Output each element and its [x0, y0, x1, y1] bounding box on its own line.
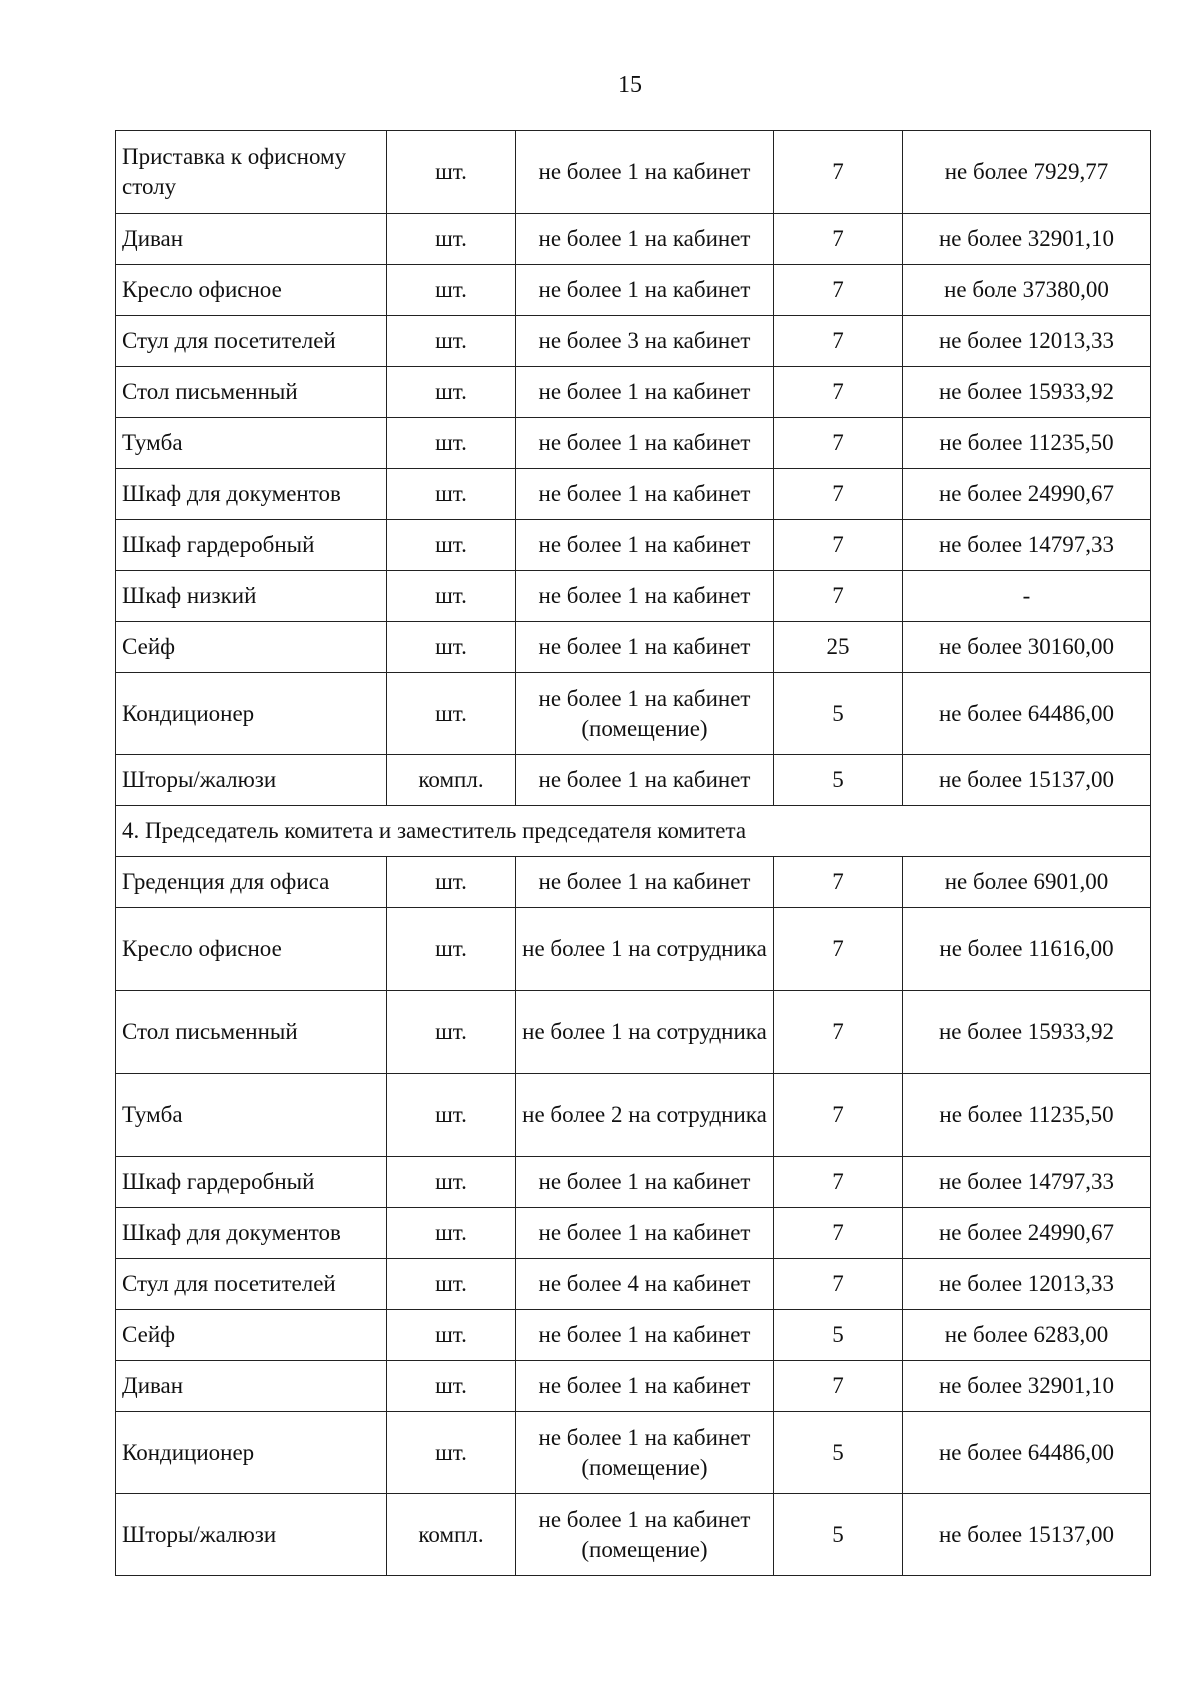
item-name-cell: Шкаф для документов [116, 1208, 387, 1259]
quantity-norm-cell: не более 1 на кабинет [516, 469, 774, 520]
table-row [116, 1157, 1151, 1208]
service-life-cell: 7 [774, 265, 903, 316]
item-name-cell: Стол письменный [116, 991, 387, 1074]
table-row [116, 1074, 1151, 1157]
service-life-cell: 5 [774, 673, 903, 755]
service-life-cell: 7 [774, 908, 903, 991]
table-row [116, 1412, 1151, 1494]
unit-cell: шт. [387, 1412, 516, 1494]
quantity-norm-cell: не более 1 на кабинет [516, 622, 774, 673]
quantity-norm-cell: не более 2 на сотрудника [516, 1074, 774, 1157]
item-name-cell: Кондиционер [116, 1412, 387, 1494]
unit-cell: шт. [387, 131, 516, 214]
item-name-cell: Стул для посетителей [116, 1259, 387, 1310]
price-limit-cell: не более 15137,00 [903, 755, 1151, 806]
quantity-norm-cell: не более 3 на кабинет [516, 316, 774, 367]
quantity-norm-cell: не более 1 на кабинет [516, 755, 774, 806]
quantity-norm-cell: не более 1 на кабинет [516, 418, 774, 469]
service-life-cell: 5 [774, 1310, 903, 1361]
service-life-cell: 7 [774, 520, 903, 571]
service-life-cell: 7 [774, 1208, 903, 1259]
item-name-cell: Сейф [116, 1310, 387, 1361]
unit-cell: шт. [387, 571, 516, 622]
table-row [116, 1208, 1151, 1259]
price-limit-cell: не более 11616,00 [903, 908, 1151, 991]
item-name-cell: Греденция для офиса [116, 857, 387, 908]
unit-cell: шт. [387, 857, 516, 908]
unit-cell: шт. [387, 908, 516, 991]
table-row [116, 367, 1151, 418]
service-life-cell: 7 [774, 1361, 903, 1412]
quantity-norm-cell: не более 1 на кабинет (помещение) [516, 673, 774, 755]
quantity-norm-cell: не более 1 на кабинет [516, 1310, 774, 1361]
price-limit-cell: не более 30160,00 [903, 622, 1151, 673]
price-limit-cell: не более 32901,10 [903, 214, 1151, 265]
price-limit-cell: не более 6901,00 [903, 857, 1151, 908]
page-number: 15 [618, 72, 642, 98]
price-limit-cell: не более 11235,50 [903, 1074, 1151, 1157]
item-name-cell: Диван [116, 214, 387, 265]
service-life-cell: 5 [774, 1412, 903, 1494]
quantity-norm-cell: не более 1 на кабинет [516, 367, 774, 418]
service-life-cell: 7 [774, 316, 903, 367]
price-limit-cell: не более 12013,33 [903, 316, 1151, 367]
table-row [116, 265, 1151, 316]
service-life-cell: 7 [774, 1157, 903, 1208]
unit-cell: шт. [387, 1361, 516, 1412]
unit-cell: шт. [387, 418, 516, 469]
item-name-cell: Сейф [116, 622, 387, 673]
quantity-norm-cell: не более 1 на кабинет [516, 1208, 774, 1259]
section-title: 4. Председатель комитета и заместитель председателя комитета [116, 806, 1151, 857]
unit-cell: компл. [387, 1494, 516, 1576]
table-row [116, 316, 1151, 367]
unit-cell: шт. [387, 316, 516, 367]
unit-cell: шт. [387, 1157, 516, 1208]
table-row [116, 1361, 1151, 1412]
quantity-norm-cell: не более 1 на кабинет [516, 131, 774, 214]
section-header-row [116, 806, 1151, 857]
item-name-cell: Тумба [116, 418, 387, 469]
unit-cell: шт. [387, 367, 516, 418]
price-limit-cell: не более 24990,67 [903, 1208, 1151, 1259]
price-limit-cell: не более 14797,33 [903, 520, 1151, 571]
service-life-cell: 7 [774, 418, 903, 469]
unit-cell: шт. [387, 214, 516, 265]
price-limit-cell: не боле 37380,00 [903, 265, 1151, 316]
item-name-cell: Диван [116, 1361, 387, 1412]
price-limit-cell: не более 15933,92 [903, 367, 1151, 418]
table-row [116, 908, 1151, 991]
service-life-cell: 7 [774, 131, 903, 214]
item-name-cell: Кресло офисное [116, 908, 387, 991]
service-life-cell: 25 [774, 622, 903, 673]
unit-cell: шт. [387, 265, 516, 316]
item-name-cell: Шторы/жалюзи [116, 755, 387, 806]
item-name-cell: Стул для посетителей [116, 316, 387, 367]
quantity-norm-cell: не более 4 на кабинет [516, 1259, 774, 1310]
unit-cell: шт. [387, 1259, 516, 1310]
table-row [116, 571, 1151, 622]
quantity-norm-cell: не более 1 на кабинет [516, 1361, 774, 1412]
price-limit-cell: не более 7929,77 [903, 131, 1151, 214]
table-row [116, 1259, 1151, 1310]
item-name-cell: Шторы/жалюзи [116, 1494, 387, 1576]
price-limit-cell: не более 15137,00 [903, 1494, 1151, 1576]
price-limit-cell: не более 12013,33 [903, 1259, 1151, 1310]
service-life-cell: 7 [774, 857, 903, 908]
table-row [116, 1310, 1151, 1361]
service-life-cell: 7 [774, 469, 903, 520]
unit-cell: компл. [387, 755, 516, 806]
price-limit-cell: не более 64486,00 [903, 1412, 1151, 1494]
unit-cell: шт. [387, 469, 516, 520]
service-life-cell: 7 [774, 214, 903, 265]
item-name-cell: Тумба [116, 1074, 387, 1157]
table-row [116, 991, 1151, 1074]
service-life-cell: 7 [774, 991, 903, 1074]
quantity-norm-cell: не более 1 на сотрудника [516, 991, 774, 1074]
unit-cell: шт. [387, 991, 516, 1074]
table-row [116, 673, 1151, 755]
quantity-norm-cell: не более 1 на кабинет (помещение) [516, 1494, 774, 1576]
price-limit-cell: не более 14797,33 [903, 1157, 1151, 1208]
quantity-norm-cell: не более 1 на кабинет (помещение) [516, 1412, 774, 1494]
table-body [116, 131, 1151, 1576]
service-life-cell: 7 [774, 1074, 903, 1157]
item-name-cell: Шкаф низкий [116, 571, 387, 622]
service-life-cell: 5 [774, 755, 903, 806]
service-life-cell: 7 [774, 1259, 903, 1310]
table-row [116, 1494, 1151, 1576]
service-life-cell: 7 [774, 367, 903, 418]
price-limit-cell: не более 11235,50 [903, 418, 1151, 469]
price-limit-cell: не более 15933,92 [903, 991, 1151, 1074]
price-limit-cell: не более 24990,67 [903, 469, 1151, 520]
table-row [116, 520, 1151, 571]
quantity-norm-cell: не более 1 на кабинет [516, 1157, 774, 1208]
unit-cell: шт. [387, 1208, 516, 1259]
item-name-cell: Кондиционер [116, 673, 387, 755]
price-limit-cell: - [903, 571, 1151, 622]
item-name-cell: Стол письменный [116, 367, 387, 418]
quantity-norm-cell: не более 1 на кабинет [516, 265, 774, 316]
service-life-cell: 7 [774, 571, 903, 622]
item-name-cell: Приставка к офисному столу [116, 131, 387, 214]
unit-cell: шт. [387, 1310, 516, 1361]
item-name-cell: Кресло офисное [116, 265, 387, 316]
table-row [116, 622, 1151, 673]
quantity-norm-cell: не более 1 на кабинет [516, 571, 774, 622]
price-limit-cell: не более 32901,10 [903, 1361, 1151, 1412]
unit-cell: шт. [387, 622, 516, 673]
unit-cell: шт. [387, 1074, 516, 1157]
table-row [116, 755, 1151, 806]
unit-cell: шт. [387, 520, 516, 571]
service-life-cell: 5 [774, 1494, 903, 1576]
price-limit-cell: не более 64486,00 [903, 673, 1151, 755]
quantity-norm-cell: не более 1 на сотрудника [516, 908, 774, 991]
quantity-norm-cell: не более 1 на кабинет [516, 214, 774, 265]
unit-cell: шт. [387, 673, 516, 755]
item-name-cell: Шкаф для документов [116, 469, 387, 520]
table-row [116, 131, 1151, 214]
quantity-norm-cell: не более 1 на кабинет [516, 520, 774, 571]
quantity-norm-cell: не более 1 на кабинет [516, 857, 774, 908]
table-row [116, 418, 1151, 469]
item-name-cell: Шкаф гардеробный [116, 1157, 387, 1208]
furniture-norms-table [115, 130, 1151, 1576]
table-row [116, 857, 1151, 908]
price-limit-cell: не более 6283,00 [903, 1310, 1151, 1361]
table-row [116, 214, 1151, 265]
item-name-cell: Шкаф гардеробный [116, 520, 387, 571]
table-row [116, 469, 1151, 520]
